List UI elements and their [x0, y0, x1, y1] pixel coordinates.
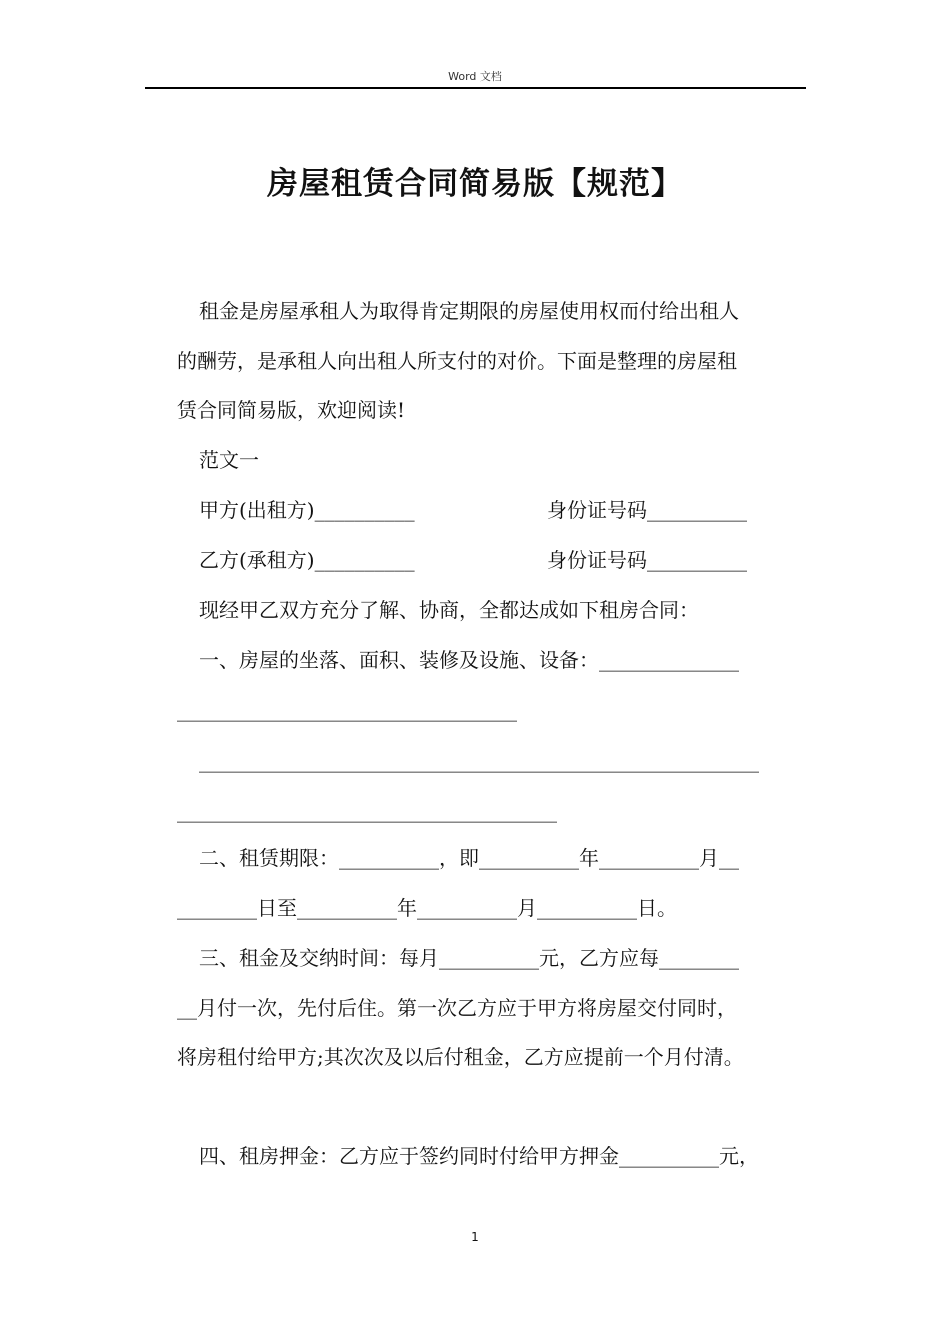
section-label: 范文一 [199, 448, 259, 472]
clause-4-line-1: 四、租房押金：乙方应于签约同时付给甲方押金__________元， [199, 1144, 759, 1168]
page-number: 1 [471, 1230, 479, 1244]
clause-1-line-2: __________________________________ [177, 698, 517, 722]
clause-3-line-2: __月付一次，先付后住。第一次乙方应于甲方将房屋交付同时， [177, 996, 737, 1020]
clause-1-line-4: ______________________________________ [177, 799, 557, 823]
header-rule [145, 87, 806, 89]
intro-line-1: 租金是房屋承租人为取得肯定期限的房屋使用权而付给出租人 [199, 299, 739, 323]
party-a-id-label: 身份证号码__________ [547, 498, 747, 522]
intro-line-2: 的酬劳，是承租人向出租人所支付的对价。下面是整理的房屋租 [177, 349, 737, 373]
document-title: 房屋租赁合同简易版【规范】 [267, 166, 683, 202]
clause-1-line-1: 一、房屋的坐落、面积、装修及设施、设备：______________ [199, 648, 739, 672]
party-a-label: 甲方(出租方)__________ [199, 498, 415, 522]
clause-2-line-2: ________日至__________年__________月__________日。 [177, 896, 677, 920]
agreement-text: 现经甲乙双方充分了解、协商，全都达成如下租房合同： [199, 598, 699, 622]
party-b-label: 乙方(承租方)__________ [199, 548, 415, 572]
clause-2-line-1: 二、租赁期限：__________，即__________年__________月__ [199, 846, 739, 870]
clause-3-line-3: 将房租付给甲方;其次次及以后付租金，乙方应提前一个月付清。 [177, 1045, 744, 1069]
clause-1-line-3: ________________________________________________________ [199, 749, 759, 773]
clause-3-line-1: 三、租金及交纳时间：每月__________元，乙方应每________ [199, 946, 739, 970]
party-b-id-label: 身份证号码__________ [547, 548, 747, 572]
intro-line-3: 赁合同简易版，欢迎阅读! [177, 398, 406, 422]
page-header: Word 文档 [448, 70, 502, 83]
